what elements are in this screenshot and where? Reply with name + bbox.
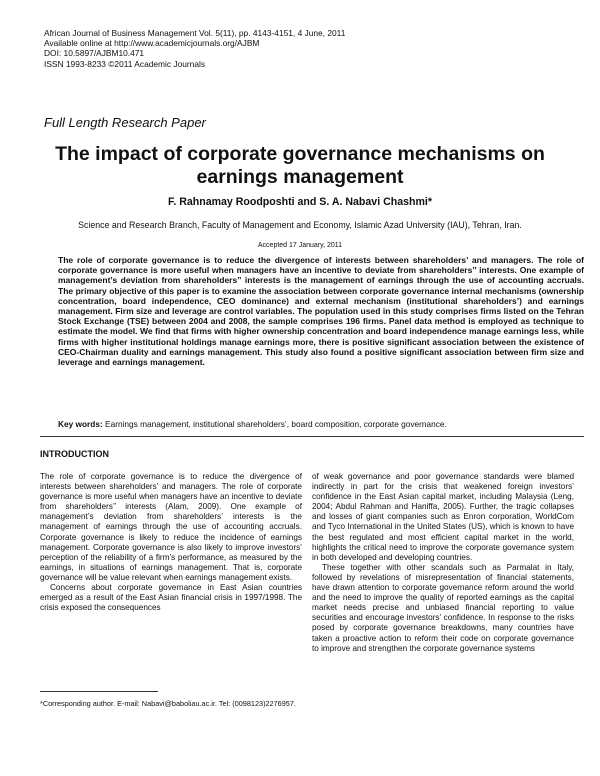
- journal-header: [44, 28, 564, 69]
- paragraph: of weak governance and poor governance standards were blamed indirectly in part for the crisis that weakened foreign investors’ confidence in the East Asian capital market, including Malaysia (Leng, 2004; Abdul Rahman and Haniffa, 2005). Further, the tragic collapses and losses of giant companies such as Enron corporation, WorldCom and Tyco International in the United States (US), which is known to have the best regulated and most efficient capital market in the world, highlights the critical need to improve the corporate governance system in both developed and developing countries.: [312, 472, 574, 562]
- paragraph: Concerns about corporate governance in East Asian countries emerged as a result of the East Asian financial crisis in 1997/1998. The crisis exposed the consequences: [40, 583, 302, 613]
- doi-line: DOI: 10.5897/AJBM10.471: [44, 48, 145, 59]
- left-column: [40, 472, 302, 727]
- issn-line: ISSN 1993-8233 ©2011 Academic Journals: [44, 58, 206, 69]
- section-heading: INTRODUCTION: [40, 449, 109, 459]
- journal-citation: African Journal of Business Management Vol. 5(11), pp. 4143-4151, 4 June, 2011: [44, 28, 346, 38]
- section-divider: [40, 436, 584, 437]
- affiliation: Science and Research Branch, Faculty of Management and Economy, Islamic Azad University (IAU), Tehran, Iran.: [78, 220, 522, 230]
- keywords-label: Key words:: [58, 419, 103, 429]
- keywords: [58, 419, 584, 429]
- keywords-text: Earnings management, institutional shareholders’, board composition, corporate governance.: [102, 419, 447, 429]
- accepted-date: Accepted 17 January, 2011: [257, 242, 343, 249]
- footnote-divider: [40, 691, 158, 692]
- availability-line: Available online at http://www.academicjournals.org/AJBM: [44, 38, 260, 49]
- paragraph: These together with other scandals such as Parmalat in Italy, followed by revelations of misrepresentation of financial statements, have drawn attention to corporate governance reform around the world and the need to improve the quality of reported earnings as the capital market needs precise and unbiased financial reporting to value securities and encourage investors’ confidence. In response to the risks posed by corporate governance breakdowns, many countries have taken a proactive action to reform their code on corporate governance to improve and strengthen the corporate governance systems: [312, 562, 574, 653]
- abstract: The role of corporate governance is to reduce the divergence of interests between shareholders’ and managers. The role of corporate governance is more useful when managers have an incentive to deviate from shareholders’’ interests. One example of management’s deviation from shareholders” interests is the management of earnings through the use of accounting accruals. The primary objective of this paper is to examine the association between corporate governance internal mechanisms (ownership concentration, board independence, CEO dominance) and external mechanism (institutional shareholders’) and earnings management. Firm size and leverage are control variables. The population used in this study comprises firms listed on the Tehran Stock Exchange (TSE) between 2004 and 2008, the sample comprises 196 firms. Panel data method is employed as technique to estimate the model. We find that firms with higher ownership concentration and board independence manage earnings less, while firms with higher institutional holdings manage earnings more, there is positive significant association between the existence of CEO-Chairman duality and earnings management. This study also found a positive significant association between firm size and leverage and earnings management.: [58, 255, 584, 368]
- paper-type: Full Length Research Paper: [44, 115, 206, 130]
- right-column: [312, 472, 574, 727]
- paper-title: The impact of corporate governance mechanisms on earnings management: [55, 143, 545, 188]
- authors: F. Rahnamay Roodposhti and S. A. Nabavi Chashmi*: [168, 196, 432, 208]
- footnote: *Corresponding author. E-mail: Nabavi@baboliau.ac.ir. Tel: (0098123)2276957.: [40, 699, 296, 708]
- paragraph: The role of corporate governance is to reduce the divergence of interests between shareholders’ and managers. The role of corporate governance is more useful when managers have an incentive to deviate from shareholders’’ interests (Alam, 2009). One example of management’s deviation from shareholders’ interests is the management of earnings through the use of accounting accruals. Corporate governance is likely to reduce the incidence of earnings management. Corporate governance is also likely to improve investors’ perception of the reliability of a firm’s performance, as measured by the earnings, in situations of earnings management. That is, corporate governance will be value relevant when earnings management exists.: [40, 472, 302, 582]
